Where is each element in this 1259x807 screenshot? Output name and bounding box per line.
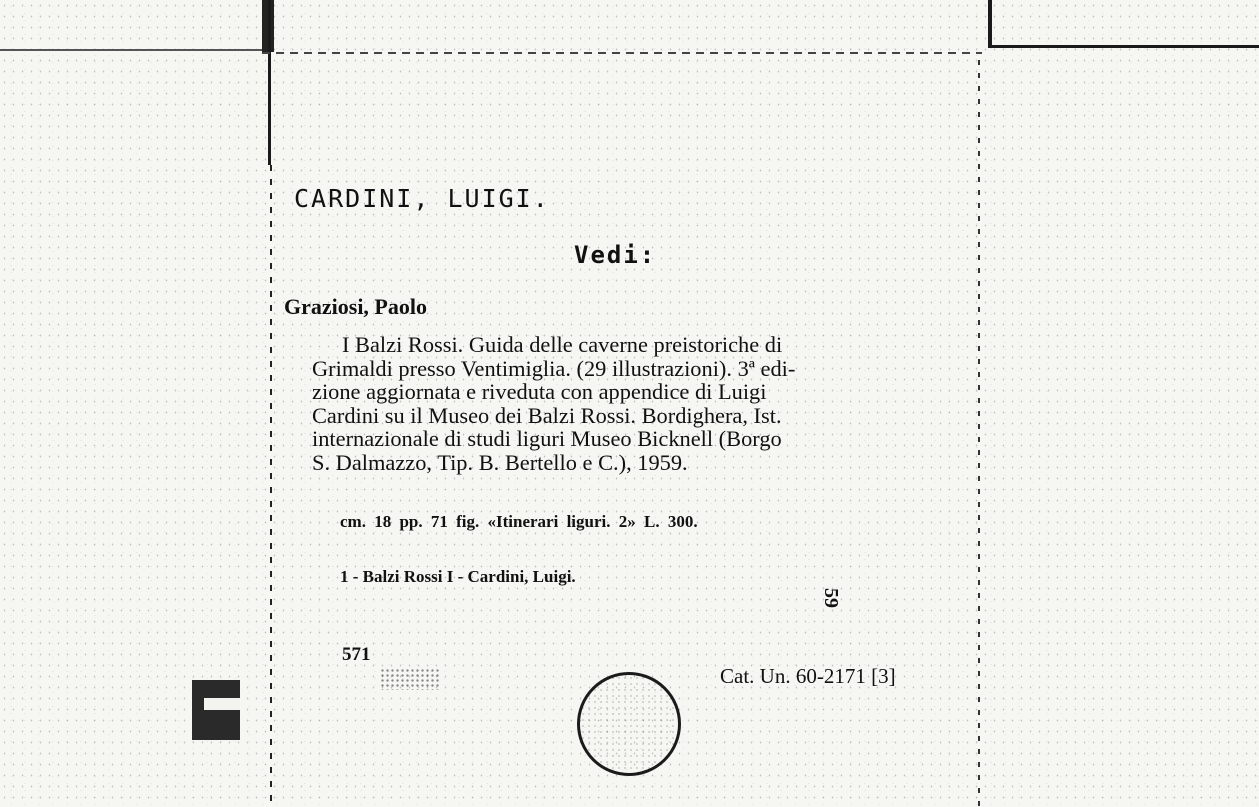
description-line: S. Dalmazzo, Tip. B. Bertello e C.), 1959.	[312, 449, 688, 475]
collation-line: cm. 18 pp. 71 fig. «Itinerari liguri. 2» L. 300.	[340, 512, 698, 531]
side-annotation: 59	[820, 588, 842, 608]
catalog-reference: Cat. Un. 60-2171 [3]	[720, 664, 896, 688]
tracings-line: 1 - Balzi Rossi I - Cardini, Luigi.	[340, 567, 576, 586]
description-line: Cardini su il Museo dei Balzi Rossi. Bordighera, Ist.	[312, 402, 782, 428]
card-edge-top-left	[0, 49, 262, 51]
card-edge-right	[988, 0, 992, 48]
bibliographic-description	[312, 333, 962, 474]
card-edge-top	[262, 52, 982, 54]
description-line: I Balzi Rossi. Guida delle caverne preistoriche di	[342, 332, 783, 357]
main-entry-heading: Graziosi, Paolo	[284, 294, 427, 319]
see-reference-label: Vedi:	[574, 241, 657, 269]
card-edge-left-dashed	[270, 165, 272, 807]
description-line: internazionale di studi liguri Museo Bicknell (Borgo	[312, 426, 782, 451]
card-number: 571	[342, 644, 371, 665]
card-author-heading: CARDINI, LUIGI.	[294, 184, 550, 213]
description-line: Grimaldi presso Ventimiglia. (29 illustrazioni). 3ª edi-	[312, 355, 796, 381]
description-line: zione aggiornata e riveduta con appendice di Luigi	[312, 379, 767, 404]
card-punch-hole	[577, 672, 681, 776]
card-edge-right-dashed	[978, 60, 980, 807]
card-edge-left	[268, 0, 271, 165]
card-tab-mark	[192, 680, 240, 740]
card-edge-top-right	[990, 45, 1259, 48]
ink-smudge	[380, 668, 440, 690]
